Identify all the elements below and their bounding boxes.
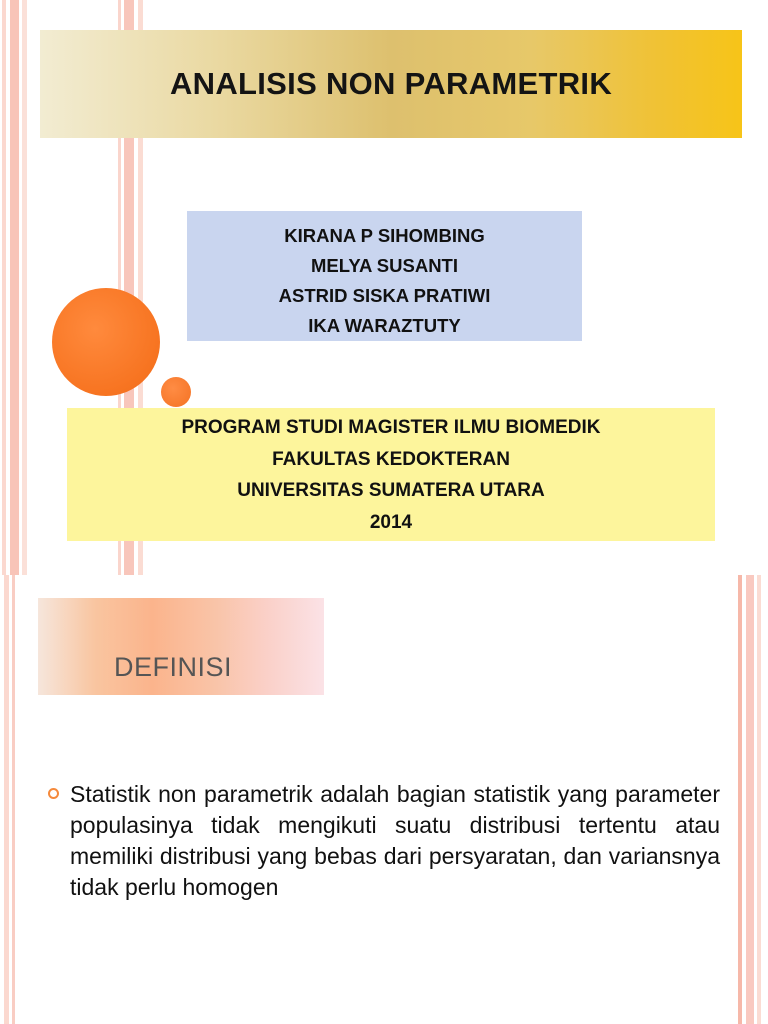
bullet-circle-icon (48, 788, 59, 799)
program-box (67, 408, 715, 541)
definition-heading: DEFINISI (114, 652, 233, 682)
decorative-stripe (4, 575, 9, 1024)
author-name: MELYA SUSANTI (310, 255, 458, 276)
decorative-circle-large (52, 288, 160, 396)
author-name: ASTRID SISKA PRATIWI (278, 285, 491, 306)
decorative-stripe (738, 575, 742, 1024)
year-line: 2014 (369, 511, 413, 533)
bullet-text: Statistik non parametrik adalah bagian statistik yang parameter populasinya tidak mengikuti suatu distribusi tertentu atau memiliki distribusi yang bebas dari persyaratan, dan variansnya tidak perlu homogen (70, 781, 720, 900)
definition-banner (38, 598, 324, 695)
decorative-stripe (12, 575, 15, 1024)
author-name: KIRANA P SIHOMBING (284, 225, 485, 246)
faculty-line: FAKULTAS KEDOKTERAN (272, 448, 510, 470)
decorative-stripe (746, 575, 754, 1024)
decorative-stripe (757, 575, 761, 1024)
title-banner (40, 30, 742, 138)
slide-title-text: ANALISIS NON PARAMETRIK (169, 66, 613, 101)
authors-box (187, 211, 582, 341)
author-name: IKA WARAZTUTY (308, 315, 461, 336)
program-line: PROGRAM STUDI MAGISTER ILMU BIOMEDIK (181, 417, 601, 438)
university-line: UNIVERSITAS SUMATERA UTARA (237, 480, 545, 501)
decorative-circle-small (161, 377, 191, 407)
slide-definition (0, 575, 768, 1024)
